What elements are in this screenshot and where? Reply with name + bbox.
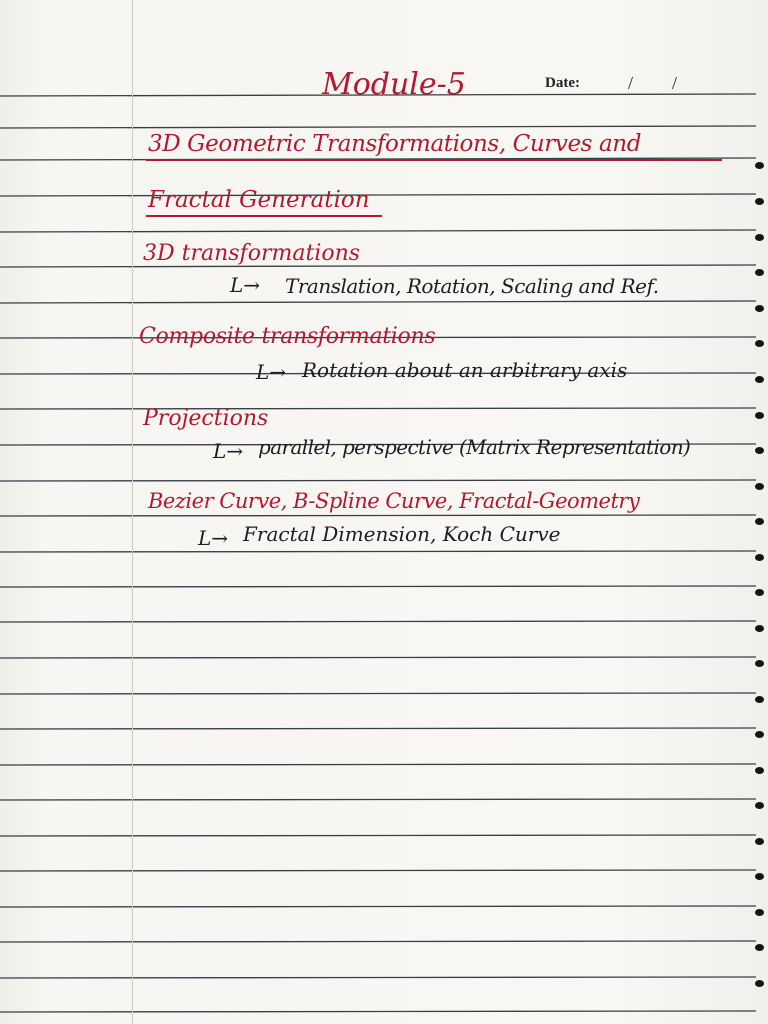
heading-line-2: Fractal Generation [148, 187, 370, 213]
section-topic-projections: Projections [143, 406, 269, 431]
arrow-glyph: L→ [256, 360, 287, 384]
date-slash-1: / [628, 73, 634, 93]
page-title: Module-5 [322, 67, 466, 102]
arrow-glyph: L→ [198, 526, 229, 550]
section-topic-3d-transformations: 3D transformations [143, 241, 361, 266]
section-detail-curves-fractals: Fractal Dimension, Koch Curve [243, 522, 561, 546]
section-detail-projections: parallel, perspective (Matrix Representation) [258, 435, 691, 459]
spiral-binding-holes [752, 0, 766, 1024]
arrow-glyph: L→ [230, 273, 261, 297]
section-topic-composite-transformations: Composite transformations [139, 324, 436, 349]
section-topic-curves-fractals: Bezier Curve, B-Spline Curve, Fractal-Geometry [148, 489, 640, 513]
margin-line [132, 0, 133, 1024]
heading-line-1: 3D Geometric Transformations, Curves and [148, 131, 642, 157]
section-detail-composite-transformations: Rotation about an arbitrary axis [302, 358, 628, 382]
section-detail-3d-transformations: Translation, Rotation, Scaling and Ref. [285, 274, 659, 298]
heading-underline-1 [146, 159, 722, 161]
date-label: Date: [545, 75, 580, 91]
date-slash-2: / [672, 73, 678, 93]
heading-underline-2 [146, 215, 382, 217]
arrow-glyph: L→ [213, 439, 244, 463]
